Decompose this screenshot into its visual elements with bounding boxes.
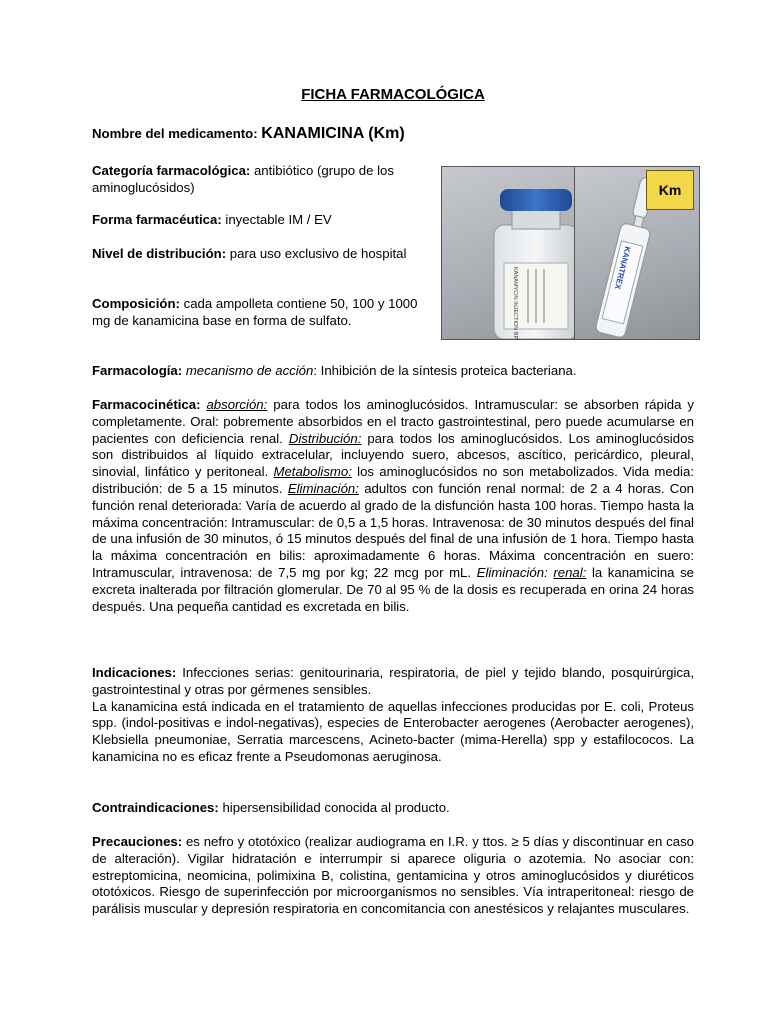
drug-name-line [92, 126, 694, 143]
nivel-text: para uso exclusivo de hospital [229, 246, 407, 261]
farmacologia-term: mecanismo de acción [185, 363, 314, 378]
vial-label-text: KANAMYCIN INJECTION BP [512, 267, 518, 339]
eliminacion-text: adultos con función renal normal: de 2 a 4 horas. Con función renal deteriorada: Varía de acuerdo al grado de la disfunción hasta 100 horas. Tiempo hasta la máxima concentración: Intramuscular: de 0,5 a 1,5 horas. Intravenosa: de 30 minutos después del final de una infusión de 30 minutos, ó 15 minutos después del final de una infusión de 1 hora. Tiempo hasta la máxima concentración en bilis: aproximadamente 6 horas. Máxima concentración en suero: Intramuscular, intravenosa: de 7,5 mg por kg; 22 mcg por mL. [92, 480, 695, 580]
distribucion-label: Distribución: [288, 430, 362, 446]
nivel-section [92, 246, 424, 263]
contraindicaciones-section [92, 800, 694, 817]
eliminacion-label: Eliminación: [287, 480, 359, 496]
metabolismo-text: los aminoglucósidos no son metabolizados. Vida media: distribución: de 5 a 15 minutos. [92, 464, 694, 496]
farmacocinetica-section [92, 397, 694, 615]
renal-text: la kanamicina se excreta inalterada por filtración glomerular. De 70 al 95 % de la dosis es recuperada en orina 24 horas después. Una pequeña cantidad es excretada en bilis. [92, 564, 695, 614]
composicion-text: cada ampolleta contiene 50, 100 y 1000 mg de kanamicina base en forma de sulfato. [92, 296, 418, 328]
forma-section [92, 212, 424, 229]
farmacologia-label: Farmacología: [92, 363, 183, 378]
indicaciones-label: Indicaciones: [92, 665, 177, 680]
indicaciones-text2: La kanamicina está indicada en el tratamiento de aquellas infecciones producidas por E. coli, Proteus spp. (indol-positivas e indol-negativas), especies de Enterobacter aerogenes (Aerobacter aerogenes), Klebsiella pneumoniae, Serratia marcescens, Acineto-bacter (mima-Herella) spp y estafilococos. La kanamicina no es eficaz frente a Pseudomonas aeruginosa. [92, 698, 694, 764]
contraindicaciones-label: Contraindicaciones: [92, 800, 219, 815]
categoria-label: Categoría farmacológica: [92, 163, 251, 178]
drug-name-value: KANAMICINA (Km) [261, 125, 405, 142]
ampoule-label-text: KANATREX [612, 245, 633, 291]
composicion-label: Composición: [92, 296, 180, 311]
farmacologia-text: : Inhibición de la síntesis proteica bacteriana. [313, 363, 577, 378]
farmacologia-section [92, 363, 694, 380]
indicaciones-section [92, 665, 694, 766]
farmacocinetica-label: Farmacocinética: [92, 397, 201, 412]
categoria-text: antibiótico (grupo de los aminoglucósidos) [92, 163, 394, 195]
metabolismo-label: Metabolismo: [273, 464, 352, 480]
absorcion-label: absorción: [206, 397, 268, 412]
indicaciones-text1: Infecciones serias: genitourinaria, respiratoria, de piel y tejido blando, posquirúrgica, gastrointestinal y otras por gérmenes sensibles. [92, 665, 694, 697]
renal-label: renal: [553, 564, 587, 580]
distribucion-text: para todos los aminoglucósidos. Los aminoglucósidos son distribuidos al líquido extracelular, incluyendo suero, abcesos, ascítico, pericárdico, pleural, sinovial, linfático y peritoneal. [92, 430, 694, 480]
page-title: FICHA FARMACOLÓGICA [301, 86, 485, 103]
absorcion-text: para todos los aminoglucósidos. Intramuscular: se absorben rápida y completamente. Oral: pobremente absorbidos en el tracto gastrointestinal, pero puede acumularse en pacientes con deficiencia renal. [92, 397, 694, 446]
nivel-label: Nivel de distribución: [92, 246, 227, 261]
precauciones-section [92, 834, 694, 918]
composicion-section [92, 296, 424, 330]
eliminacion2-label: Eliminación: [476, 564, 548, 580]
precauciones-label: Precauciones: [92, 834, 183, 849]
drug-name-label: Nombre del medicamento: [92, 126, 258, 141]
forma-label: Forma farmacéutica: [92, 212, 222, 227]
forma-text: inyectable IM / EV [225, 212, 332, 227]
precauciones-text: es nefro y ototóxico (realizar audiograma en I.R. y ttos. ≥ 5 días y discontinuar en caso de alteración). Vigilar hidratación e interrumpir si aparece oliguria o azotemia. No asociar con: estreptomicina, neomicina, polimixina B, colistina, gentamicina y otros aminoglucósidos y diuréticos ototóxicos. Riesgo de superinfección por microorganismos no sensibles. Vía intraperitoneal: riesgo de parálisis muscular y depresión respiratoria en concomitancia con anestésicos y relajantes musculares. [92, 834, 694, 917]
contraindicaciones-text: hipersensibilidad conocida al producto. [222, 800, 450, 815]
categoria-section [92, 163, 424, 197]
km-badge: Km [646, 170, 694, 210]
